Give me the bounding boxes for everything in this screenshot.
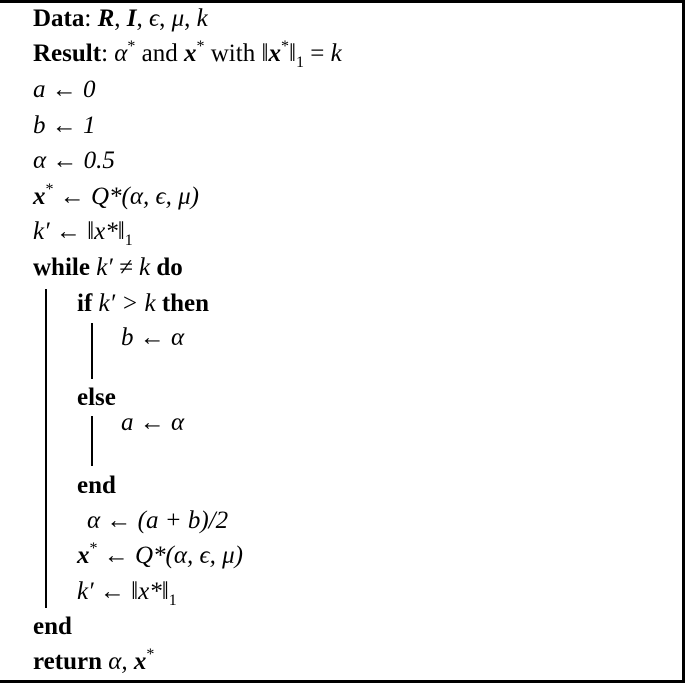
init-alpha: α ← 0.5 <box>33 147 115 174</box>
do-keyword: do <box>156 254 183 281</box>
result-line: Result: α* and x* with $‖x^*‖_1 = k$ <box>33 38 342 71</box>
result-with: with <box>210 40 256 67</box>
if-keyword: if <box>77 290 93 317</box>
return-line: return α, x* <box>33 646 155 675</box>
while-body-bar <box>45 289 47 608</box>
result-alpha: α <box>114 40 128 67</box>
input-r: R <box>97 5 115 32</box>
return-alpha: α, <box>108 648 134 675</box>
init-a: a ← 0 <box>33 76 96 103</box>
init-k: k′ ← $‖x*‖_1$ <box>33 218 133 249</box>
end-while-keyword: end <box>33 613 72 640</box>
result-k: k <box>330 40 342 67</box>
input-k: k <box>196 5 208 32</box>
if-body-bar <box>91 323 93 379</box>
end-if-keyword: end <box>77 472 116 499</box>
while-keyword: while <box>33 254 90 281</box>
input-epsilon: ϵ <box>149 5 160 32</box>
while-line <box>33 251 183 285</box>
if-line <box>77 287 209 321</box>
alpha-update: α ← (a + b)/2 <box>87 507 229 534</box>
result-and: and <box>141 40 178 67</box>
input-mu: μ <box>171 5 185 32</box>
result-keyword: Result <box>33 40 102 67</box>
return-keyword: return <box>33 648 102 675</box>
data-keyword: Data <box>33 5 85 32</box>
else-keyword: else <box>77 384 116 411</box>
while-condition: k′ ≠ k <box>96 254 151 281</box>
else-body: a ← α <box>121 409 185 436</box>
data-line: Data: R, I, ϵ, μ, k <box>33 5 208 32</box>
if-condition: k′ > k <box>98 290 156 317</box>
init-x: x* ← Q*(α, ϵ, μ) <box>33 181 199 210</box>
loop-k-update: k′ ← $‖x*‖_1$ <box>77 578 177 609</box>
result-x: x <box>184 40 197 67</box>
else-body-bar <box>91 416 93 466</box>
if-body: b ← α <box>121 324 185 351</box>
init-b: b ← 1 <box>33 112 96 139</box>
input-i: I <box>126 5 137 32</box>
then-keyword: then <box>161 290 210 317</box>
loop-x-update: x* ← Q*(α, ϵ, μ) <box>77 540 243 569</box>
return-x: x <box>133 648 147 675</box>
